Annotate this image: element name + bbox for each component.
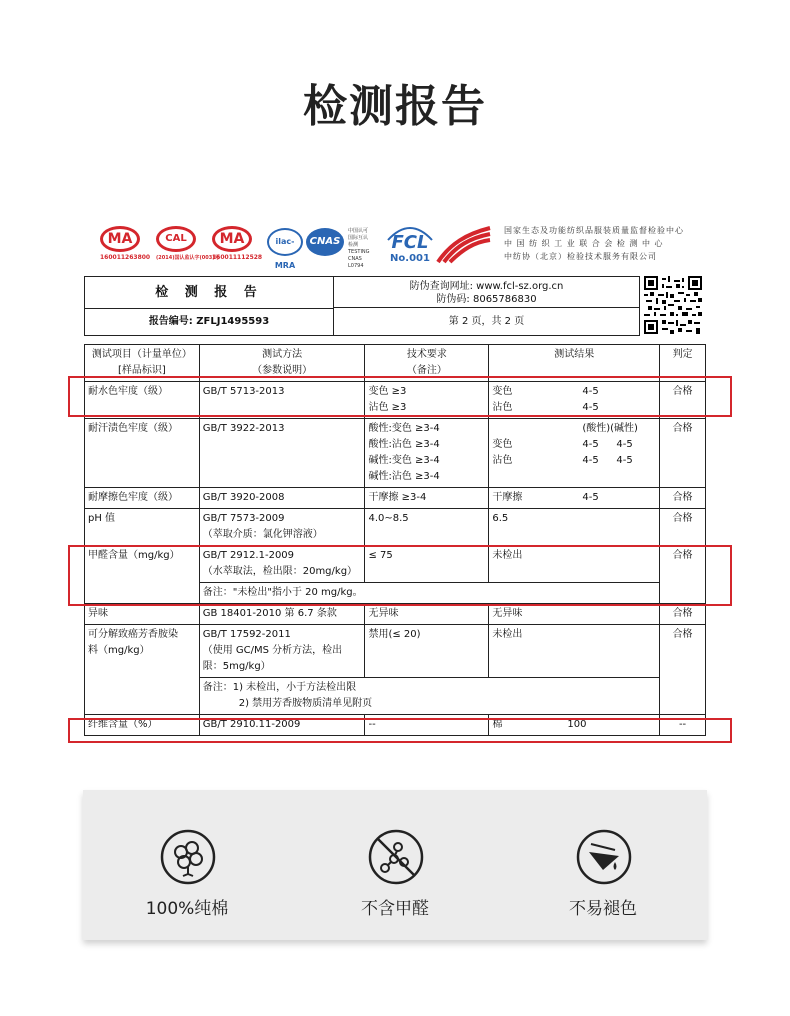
feature-no-fading: 不易褪色 bbox=[499, 790, 707, 940]
no-formaldehyde-icon bbox=[367, 828, 425, 886]
ilac-mra-logo: ilac-MRA bbox=[267, 228, 303, 256]
feature-no-formaldehyde: 不含甲醛 bbox=[291, 790, 499, 940]
qr-code-icon bbox=[644, 276, 702, 334]
feature-cotton: 100%纯棉 bbox=[83, 790, 291, 940]
textile-flag-logo-icon bbox=[436, 224, 492, 264]
table-note-row: 备注：1) 未检出，小于方法检出限 2) 禁用芳香胺物质清单见附页 bbox=[85, 678, 706, 715]
table-row: 耐摩擦色牢度（级） GB/T 3920-2008 干摩擦 ≥3-4 干摩擦 4-5 合格 bbox=[85, 488, 706, 509]
ma-logo: MA 160011263800 bbox=[100, 226, 150, 261]
table-row: pH 值 GB/T 7573-2009 （萃取介质：氯化钾溶液） 4.0~8.5 6.5 合格 bbox=[85, 509, 706, 546]
header-item: 测试项目（计量单位） [样品标识] bbox=[85, 345, 200, 382]
table-row: 耐水色牢度（级） GB/T 5713-2013 变色 ≥3 沾色 ≥3 变色 4-5 沾色 4-5 合格 bbox=[85, 382, 706, 419]
header-result: 测试结果 bbox=[489, 345, 660, 382]
table-row: 纤维含量（%） GB/T 2910.11-2009 -- 棉 100 -- bbox=[85, 715, 706, 736]
no-fading-icon bbox=[575, 828, 633, 886]
page-info: 第 2 页，共 2 页 bbox=[448, 316, 525, 327]
certification-logos bbox=[100, 222, 700, 270]
table-row: 异味 GB 18401-2010 第 6.7 条款 无异味 无异味 合格 bbox=[85, 604, 706, 625]
header-judge: 判定 bbox=[660, 345, 706, 382]
report-title: 检 测 报 告 bbox=[85, 277, 334, 309]
cnas-logo: CNAS bbox=[306, 228, 344, 256]
fcl-logo: FCL No.001 bbox=[384, 222, 436, 264]
anti-counterfeit-info: 防伪查询网址: www.fcl-sz.org.cn 防伪码: 8065786830 bbox=[334, 277, 639, 308]
cotton-icon bbox=[159, 828, 217, 886]
table-row: 耐汗渍色牢度（级） GB/T 3922-2013 酸性:变色 ≥3-4 酸性:沾色 ≥3-4 碱性:变色 ≥3-4 碱性:沾色 ≥3-4 (酸性)(碱性) 变色 4-5 4-5 沾色 4-5 4-5 合格 bbox=[85, 419, 706, 488]
cnas-caption: 中国认可 国际互认 检测 TESTING CNAS L0794 bbox=[348, 228, 370, 269]
page-title: 检测报告 bbox=[303, 81, 487, 132]
table-note-row: 备注："未检出"指小于 20 mg/kg。 bbox=[85, 583, 706, 604]
highlight-formaldehyde bbox=[68, 545, 732, 606]
header-method: 测试方法 （参数说明） bbox=[199, 345, 365, 382]
highlight-water-fastness bbox=[68, 376, 732, 417]
cal-logo: CAL (2014)国认监认字(003)号 bbox=[156, 226, 220, 261]
ma-logo-2: MA 160011112528 bbox=[212, 226, 262, 261]
report-number: 报告编号: ZFLJ1495593 bbox=[85, 309, 334, 335]
organization-names: 国家生态及功能纺织品服装质量监督检验中心 中 国 纺 织 工 业 联 合 会 检 测 中 心 中纺协（北京）检验技术服务有限公司 bbox=[504, 226, 684, 261]
table-row: 甲醛含量（mg/kg） GB/T 2912.1-2009 （水萃取法，检出限：20mg/kg） ≤ 75 未检出 合格 bbox=[85, 546, 706, 583]
header-requirement: 技术要求 （备注） bbox=[365, 345, 489, 382]
highlight-fiber-content bbox=[68, 718, 732, 743]
report-header bbox=[84, 276, 640, 336]
feature-panel bbox=[83, 790, 707, 940]
table-row: 可分解致癌芳香胺染 料（mg/kg） GB/T 17592-2011 （使用 GC/MS 分析方法，检出 限：5mg/kg） 禁用(≤ 20) 未检出 合格 bbox=[85, 625, 706, 678]
